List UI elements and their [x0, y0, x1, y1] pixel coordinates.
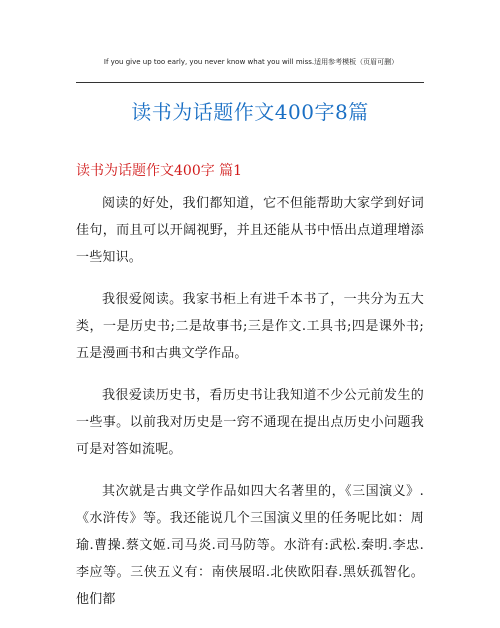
document-title: 读书为话题作文400字8篇: [131, 100, 369, 124]
paragraph: 阅读的好处，我们都知道，它不但能帮助大家学到好词佳句，而且可以开阔视野，并且还能从书中悟出点道理增添一些知识。: [76, 196, 424, 265]
paragraph: 我很爱读历史书，看历史书让我知道不少公元前发生的一些事。以前我对历史是一窍不通现在提出点历史小问题我可是对答如流呢。: [76, 388, 424, 457]
section-title: 读书为话题作文400字 篇1: [76, 163, 243, 179]
paragraph: 其次就是古典文学作品如四大名著里的，《三国演义》.《水浒传》等。我还能说几个三国演义里的任务呢比如：周瑜.曹操.蔡文姬.司马炎.司马防等。水浒有:武松.秦明.李忠.李应等。三侠五义有：南侠展昭.北侠欧阳春.黑妖孤智化。他们都: [76, 484, 424, 607]
page-header: If you give up too early, you never know what you will miss.适用参考模板（页眉可删）: [103, 58, 399, 66]
article-body: [76, 190, 424, 628]
header-divider: [76, 82, 424, 83]
paragraph: 我很爱阅读。我家书柜上有进千本书了，一共分为五大类，一是历史书;二是故事书;三是作文.工具书;四是课外书;五是漫画书和古典文学作品。: [76, 292, 424, 361]
